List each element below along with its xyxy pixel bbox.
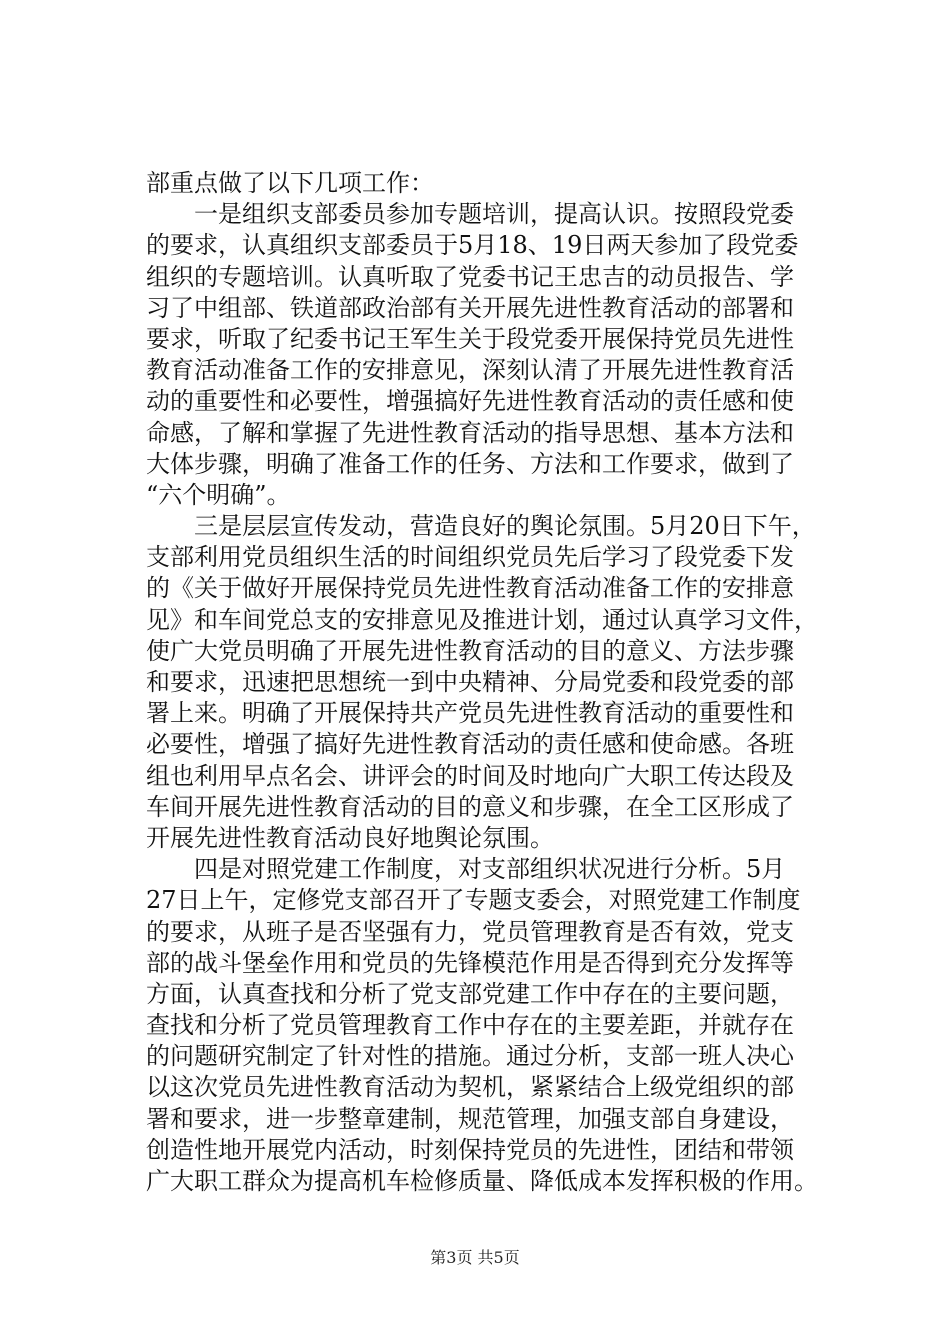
text-line: 大体步骤，明确了准备工作的任务、方法和工作要求，做到了 — [146, 449, 794, 478]
text-line: 支部利用党员组织生活的时间组织党员先后学习了段党委下发 — [146, 543, 794, 572]
text-line: 以这次党员先进性教育活动为契机，紧紧结合上级党组织的部 — [146, 1073, 794, 1102]
text-line: 车间开展先进性教育活动的目的意义和步骤，在全工区形成了 — [146, 792, 794, 821]
text-line: 和要求，迅速把思想统一到中央精神、分局党委和段党委的部 — [146, 668, 794, 696]
text-line: 组也利用早点名会、讲评会的时间及时地向广大职工传达段及 — [146, 761, 794, 790]
text-line: “六个明确”。 — [146, 480, 291, 509]
page-footer: 第3页 共5页 — [430, 1248, 520, 1267]
text-line: 习了中组部、铁道部政治部有关开展先进性教育活动的部署和 — [146, 293, 794, 322]
text-line: 三是层层宣传发动，营造良好的舆论氛围。5月20日下午， — [194, 512, 816, 541]
text-line: 四是对照党建工作制度，对支部组织状况进行分析。5月 — [194, 855, 786, 884]
text-line: 要求，听取了纪委书记王军生关于段党委开展保持党员先进性 — [146, 324, 794, 353]
paragraph-3 — [146, 511, 846, 854]
text-line: 部的战斗堡垒作用和党员的先锋模范作用是否得到充分发挥等 — [146, 948, 794, 977]
text-line: 一是组织支部委员参加专题培训，提高认识。按照段党委 — [194, 200, 794, 229]
document-body — [146, 168, 846, 1197]
text-line: 的要求，认真组织支部委员于5月18、19日两天参加了段党委 — [146, 231, 799, 260]
text-line: 部重点做了以下几项工作： — [146, 169, 434, 197]
text-line: 组织的专题培训。认真听取了党委书记王忠吉的动员报告、学 — [146, 262, 794, 291]
text-line: 创造性地开展党内活动，时刻保持党员的先进性，团结和带领 — [146, 1135, 794, 1164]
text-line: 查找和分析了党员管理教育工作中存在的主要差距，并就存在 — [146, 1011, 794, 1040]
text-line: 署上来。明确了开展保持共产党员先进性教育活动的重要性和 — [146, 699, 794, 728]
paragraph-4 — [146, 854, 846, 1197]
text-line: 必要性，增强了搞好先进性教育活动的责任感和使命感。各班 — [146, 730, 794, 759]
text-line: 方面，认真查找和分析了党支部党建工作中存在的主要问题， — [146, 979, 794, 1008]
text-line: 的要求，从班子是否坚强有力，党员管理教育是否有效，党支 — [146, 917, 794, 946]
text-line: 动的重要性和必要性，增强搞好先进性教育活动的责任感和使 — [146, 387, 794, 416]
text-line: 教育活动准备工作的安排意见，深刻认清了开展先进性教育活 — [146, 356, 794, 385]
text-line: 见》和车间党总支的安排意见及推进计划，通过认真学习文件， — [146, 605, 818, 634]
text-line: 署和要求，进一步整章建制，规范管理，加强支部自身建设， — [146, 1104, 794, 1133]
text-line: 27日上午，定修党支部召开了专题支委会，对照党建工作制度 — [146, 886, 801, 915]
text-line: 命感，了解和掌握了先进性教育活动的指导思想、基本方法和 — [146, 418, 794, 447]
text-line: 开展先进性教育活动良好地舆论氛围。 — [146, 823, 554, 852]
text-line: 广大职工群众为提高机车检修质量、降低成本发挥积极的作用。 — [146, 1167, 818, 1195]
text-line: 使广大党员明确了开展先进性教育活动的目的意义、方法步骤 — [146, 636, 794, 665]
text-line: 的问题研究制定了针对性的措施。通过分析，支部一班人决心 — [146, 1042, 794, 1071]
paragraph-2 — [146, 199, 846, 511]
text-line: 的《关于做好开展保持党员先进性教育活动准备工作的安排意 — [146, 574, 794, 603]
paragraph-1 — [146, 168, 846, 199]
